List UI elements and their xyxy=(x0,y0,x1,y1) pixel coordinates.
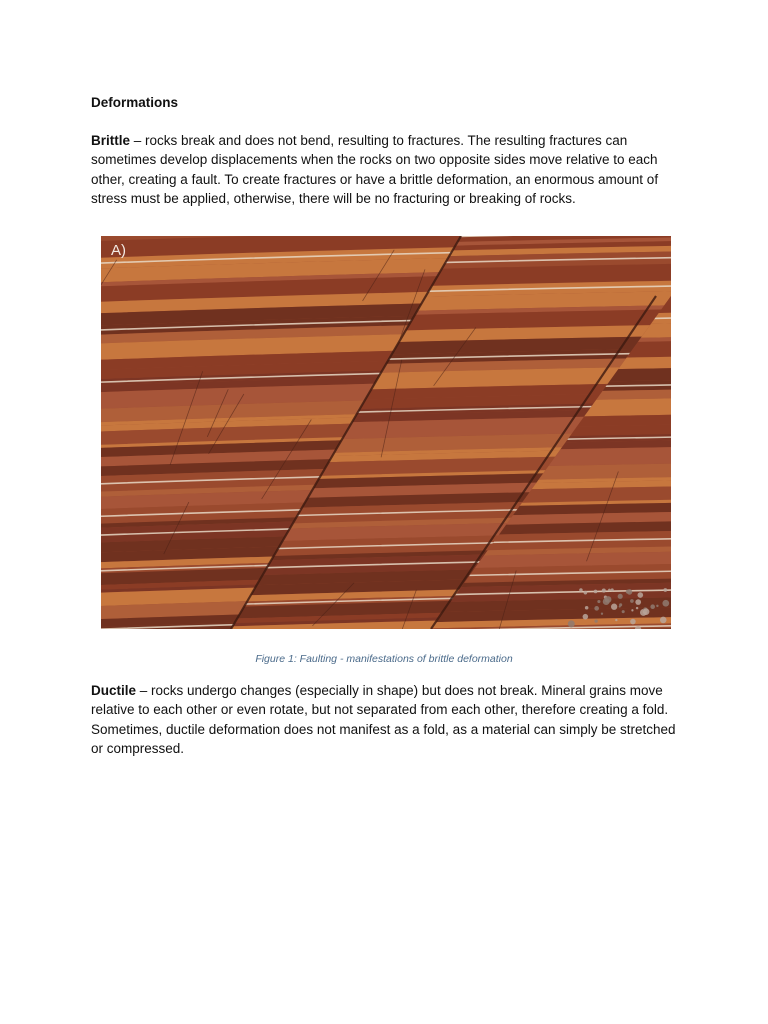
brittle-description: – rocks break and does not bend, resulting to fractures. The resulting fractures can sometimes develop displacements when the rocks on two opposite sides move relative to each other, creating a fault. To create fractures or have a brittle deformation, an enormous amount of stress must be applied, otherwise, there will be no fracturing or breaking of rocks. xyxy=(91,133,659,206)
brittle-term: Brittle xyxy=(91,133,131,148)
figure-panel-label: A) xyxy=(111,242,126,259)
faulted-rock-photo xyxy=(101,236,671,629)
ductile-paragraph xyxy=(91,681,681,758)
rock-strata-illustration xyxy=(101,236,671,629)
section-heading: Deformations xyxy=(91,95,179,110)
brittle-paragraph xyxy=(91,131,681,208)
figure-caption: Figure 1: Faulting - manifestations of brittle deformation xyxy=(255,653,513,665)
ductile-term: Ductile xyxy=(91,683,137,698)
ductile-description: – rocks undergo changes (especially in shape) but does not break. Mineral grains move relative to each other or even rotate, but not separated from each other, therefore creating a fold. Sometimes, ductile deformation does not manifest as a fold, as a material can simply be stretched or compressed. xyxy=(91,683,676,756)
